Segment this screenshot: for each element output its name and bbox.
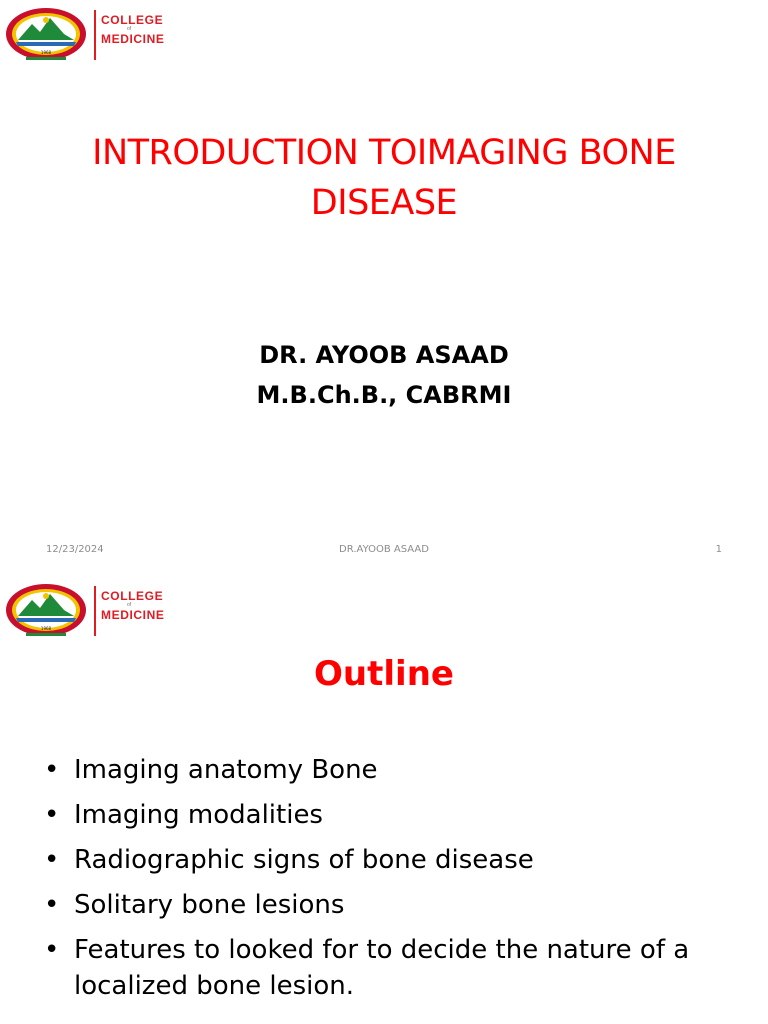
svg-text:1968: 1968 (40, 626, 52, 631)
author-block (0, 335, 768, 415)
logo-medicine-text: MEDICINE (101, 608, 165, 622)
slide-title-line-2: DISEASE (310, 183, 458, 223)
outline-list (44, 752, 734, 1013)
list-item: • Imaging modalities (44, 797, 734, 833)
logo-of-text: of (127, 26, 132, 32)
logo-college-text: COLLEGE (101, 589, 164, 603)
author-name: DR. AYOOB ASAAD (259, 341, 509, 369)
college-logo (4, 582, 204, 638)
college-logo (4, 6, 204, 62)
university-seal-icon (4, 582, 88, 638)
slide-title-line-1: INTRODUCTION TOIMAGING BONE (92, 133, 676, 173)
outline-title: Outline (314, 654, 454, 694)
list-item: • Solitary bone lesions (44, 887, 734, 923)
logo-text (101, 13, 164, 46)
university-seal-icon (4, 6, 88, 62)
logo-divider (94, 10, 96, 60)
logo-medicine-text: MEDICINE (101, 32, 165, 46)
list-item: • Imaging anatomy Bone (44, 752, 734, 788)
footer-date: 12/23/2024 (46, 544, 104, 555)
list-item: • Features to looked for to decide the nature of a localized bone lesion. (44, 932, 734, 1004)
slide-2 (0, 576, 768, 1024)
slide-title (20, 128, 748, 228)
list-item: • Radiographic signs of bone disease (44, 842, 734, 878)
author-credentials: M.B.Ch.B., CABRMI (256, 381, 512, 409)
svg-text:1968: 1968 (40, 50, 52, 55)
logo-text (101, 589, 164, 622)
footer-author: DR.AYOOB ASAAD (339, 544, 429, 555)
logo-college-text: COLLEGE (101, 13, 164, 27)
logo-divider (94, 586, 96, 636)
footer-page-number: 1 (715, 544, 722, 555)
logo-of-text: of (127, 602, 132, 608)
